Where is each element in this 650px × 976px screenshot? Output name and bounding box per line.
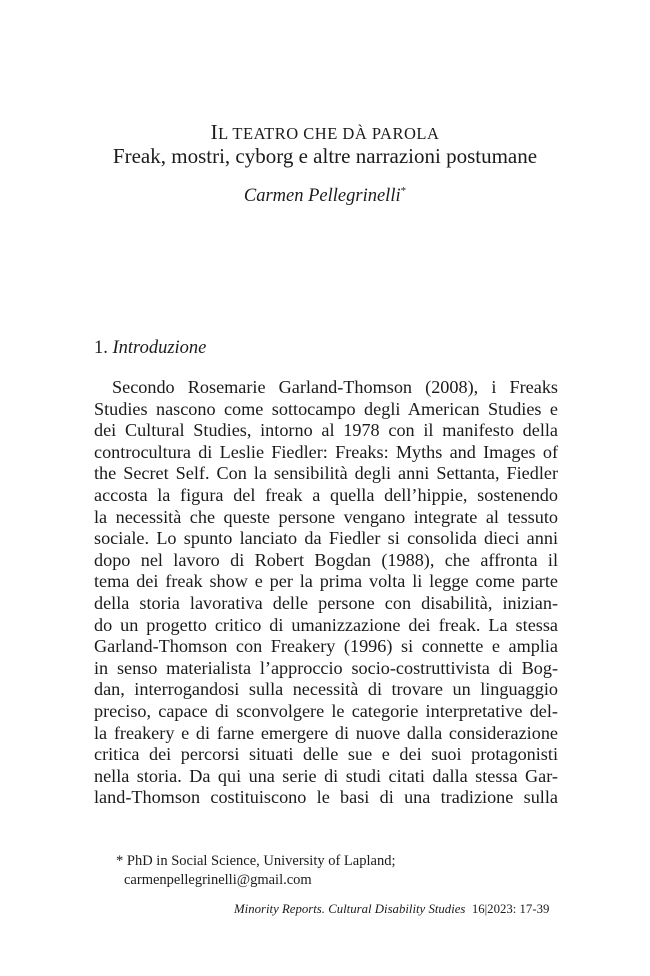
paragraph-line: della storia lavorativa delle persone con disabilità, inizian-	[94, 592, 558, 613]
footnote-line-affiliation: * PhD in Social Science, University of Lapland;	[116, 853, 396, 869]
author-name: Carmen Pellegrinelli	[243, 186, 401, 207]
body-paragraph	[94, 377, 558, 809]
paragraph-line: preciso, capace di sconvolgere le categorie interpretative del-	[94, 700, 558, 721]
section-heading	[94, 338, 206, 359]
paragraph-line: sociale. Lo spunto lanciato da Fiedler si consolida dieci anni	[94, 528, 558, 549]
journal-reference	[234, 902, 549, 917]
footnote-line-email: carmenpellegrinelli@gmail.com	[124, 872, 312, 888]
paragraph-line: tema dei freak show e per la prima volta li legge come parte	[94, 571, 558, 592]
paragraph-line: land-Thomson costituiscono le basi di una tradizione sulla	[94, 787, 558, 808]
paragraph-line: accosta la figura del freak a quella dell’hippie, sostenendo	[94, 484, 558, 505]
section-number: 1.	[94, 338, 108, 358]
paragraph-line: dan, interrogandosi sulla necessità di trovare un linguaggio	[94, 679, 558, 700]
paragraph-line: nella storia. Da qui una serie di studi citati dalla stessa Gar-	[94, 765, 558, 786]
author	[0, 185, 650, 207]
paragraph-line: Studies nascono come sottocampo degli American Studies e	[94, 398, 558, 419]
journal-name: Minority Reports. Cultural Disability Studies	[234, 902, 466, 916]
paragraph-line: in senso materialista l’approccio socio-costruttivista di Bog-	[94, 657, 558, 678]
section-title: Introduzione	[112, 338, 207, 358]
author-footnote-mark: *	[400, 185, 407, 197]
title-rest: L TEATRO CHE DÀ PAROLA	[218, 124, 440, 143]
paragraph-line: Garland-Thomson con Freakery (1996) si connette e amplia	[94, 636, 558, 657]
paragraph-line: Secondo Rosemarie Garland-Thomson (2008), i Freaks	[112, 377, 558, 397]
title-initial: I	[210, 120, 219, 144]
footnote	[116, 852, 395, 890]
journal-issue: 16|2023: 17-39	[471, 902, 550, 916]
title	[0, 120, 650, 145]
paragraph-line: la freakery e di farne emergere di nuove dalla considerazione	[94, 722, 558, 743]
paragraph-line: la necessità che queste persone vengano integrate al tessuto	[94, 506, 558, 527]
paragraph-line: do un progetto critico di umanizzazione dei freak. La stessa	[94, 614, 558, 635]
paragraph-line: the Secret Self. Con la sensibilità degli anni Settanta, Fiedler	[94, 463, 558, 484]
paragraph-line: critica dei percorsi situati delle sue e dei suoi protagonisti	[94, 744, 558, 765]
paragraph-line: controcultura di Leslie Fiedler: Freaks: Myths and Images of	[94, 441, 558, 462]
paragraph-line: dei Cultural Studies, intorno al 1978 con il manifesto della	[94, 420, 558, 441]
subtitle: Freak, mostri, cyborg e altre narrazioni postumane	[112, 144, 538, 168]
paragraph-line: dopo nel lavoro di Robert Bogdan (1988), che affronta il	[94, 549, 558, 570]
